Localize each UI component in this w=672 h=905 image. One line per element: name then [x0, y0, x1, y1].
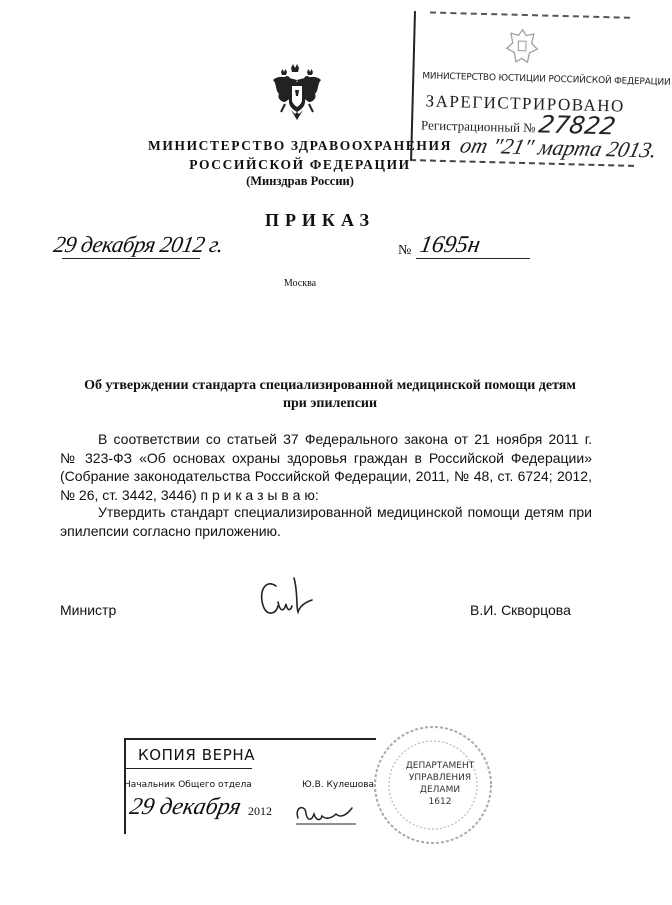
- copy-stamp-signature: [292, 796, 362, 830]
- registration-ministry-line: МИНИСТЕРСТВО ЮСТИЦИИ РОССИЙСКОЙ ФЕДЕРАЦИИ: [422, 71, 671, 88]
- registration-date: от "21" марта 2013.: [457, 132, 660, 163]
- order-date: 29 декабря 2012 г.: [51, 232, 226, 257]
- copy-stamp-year: 2012: [248, 804, 272, 818]
- date-underline: [62, 258, 200, 259]
- city: Москва: [283, 278, 317, 289]
- seal-line: 1612: [428, 797, 452, 807]
- ministry-short-name: (Минздрав России): [246, 174, 354, 188]
- copy-stamp-title: КОПИЯ ВЕРНА: [138, 746, 256, 764]
- body-line: (Собрание законодательства Российской Федерации, 2011, № 48, ст. 6724; 2012,: [60, 468, 592, 484]
- body-line: эпилепсии согласно приложению.: [60, 522, 281, 539]
- seal-line: ДЕПАРТАМЕНТ: [405, 761, 475, 771]
- copy-title-divider: [124, 768, 252, 769]
- minister-name: В.И. Скворцова: [470, 602, 571, 618]
- number-underline: [416, 258, 530, 259]
- body-line: № 323-ФЗ «Об основах охраны здоровья граждан в Российской Федерации»: [60, 449, 592, 466]
- registration-emblem-icon: [503, 25, 542, 66]
- body-line: В соответствии со статьей 37 Федерального закона от 21 ноября 2011 г.: [98, 431, 592, 447]
- number-sign: №: [398, 243, 412, 258]
- subject-line2: при эпилепсии: [282, 396, 378, 411]
- copy-stamp-person: Ю.В. Кулешова: [302, 780, 375, 790]
- registration-number: 27822: [536, 110, 618, 141]
- order-number: 1695н: [417, 232, 483, 258]
- body-line: № 26, ст. 3442, 3446) п р и к а з ы в а ю:: [60, 486, 319, 503]
- registration-status: ЗАРЕГИСТРИРОВАНО: [425, 91, 626, 116]
- registration-number-label: Регистрационный №: [420, 117, 536, 136]
- copy-stamp-department: Начальник Общего отдела: [124, 780, 252, 790]
- minister-signature: [254, 572, 324, 622]
- copy-certification-stamp: [124, 738, 376, 834]
- body-line: Утвердить стандарт специализированной медицинской помощи детям при: [98, 504, 592, 520]
- coat-of-arms-icon: [271, 62, 323, 124]
- order-title: ПРИКАЗ: [264, 210, 376, 230]
- ministry-name-line2: РОССИЙСКОЙ ФЕДЕРАЦИИ: [189, 157, 411, 172]
- seal-line: УПРАВЛЕНИЯ: [408, 773, 472, 783]
- seal-line: ДЕЛАМИ: [419, 785, 461, 795]
- subject-line1: Об утверждении стандарта специализированной медицинской помощи детям: [84, 378, 576, 393]
- copy-stamp-date: 29 декабря: [127, 794, 244, 820]
- body-paragraph-1: [60, 430, 592, 504]
- minister-title: Министр: [60, 602, 117, 618]
- ministry-name-line1: МИНИСТЕРСТВО ЗДРАВООХРАНЕНИЯ: [148, 138, 452, 153]
- body-paragraph-2: [60, 503, 592, 540]
